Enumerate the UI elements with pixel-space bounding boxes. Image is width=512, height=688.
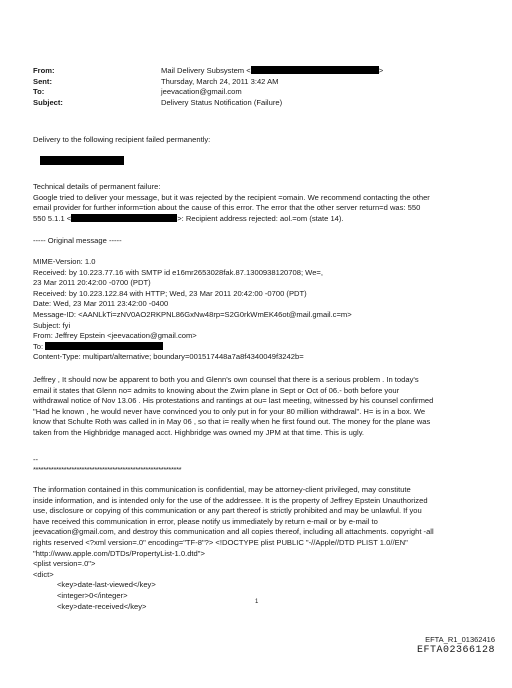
subject-label: Subject:	[33, 97, 63, 107]
redaction-box	[251, 66, 379, 74]
delivery-intro: Delivery to the following recipient failed permanently:	[33, 135, 211, 144]
page-number: 1	[255, 599, 259, 605]
signature-dashes: --	[33, 455, 39, 464]
header-to-row	[33, 87, 383, 98]
redacted-recipient	[40, 156, 124, 165]
header-sent-row	[33, 77, 383, 88]
technical-details: Technical details of permanent failure: Google tried to deliver your message, but it was rejected by the recipient =omain. We recommend contacting the other email provider for further inform=tion about the cause of this error. The error that the other server return=d was: 550 550 5.1.1 < >: Recipient address rejected: aol.=om (state 14).	[33, 182, 430, 223]
from-value: Mail Delivery Subsystem < >	[161, 66, 384, 75]
sent-label: Sent:	[33, 76, 52, 86]
from-label: From:	[33, 66, 55, 75]
confidentiality-notice: The information contained in this communication is confidential, may be attorney-client privileged, may constitute inside information, and is intended only for the use of the addressee. It is the property of Jeffrey Epstein Unauthorized use, disclosure or copying of this communication or any part thereof is strictly prohibited and may be unlawful. If you have received this communication in error, please notify us immediately by return e-mail or by e-mail to jeevacation@gmail.com, and destroy this communication and all copies thereof, including all attachments. copyright -all rights reserved <?xml version=.0" encoding="TF-8"?> <!DOCTYPE plist PUBLIC "-//Apple//DTD PLIST 1.0//EN" "http://www.apple.com/DTDs/PropertyList-1.0.dtd"> <plist version=.0"> <dict> <key>date-last-viewed</key> <integer>0</integer> <key>date-received</key>	[33, 485, 434, 611]
header-from-row	[33, 66, 383, 77]
redaction-box	[45, 342, 163, 350]
to-value: jeevacation@gmail.com	[161, 87, 242, 97]
to-label: To:	[33, 87, 45, 97]
email-header	[33, 66, 383, 108]
bates-number-small: EFTA_R1_01362416	[425, 635, 495, 644]
original-headers: MIME-Version: 1.0 Received: by 10.223.77.16 with SMTP id e16mr2653028fak.87.1300938120708; We=, 23 Mar 2011 20:42:00 -0700 (PDT) Received: by 10.223.122.84 with HTTP; Wed, 23 Mar 2011 20:42:00 -0700 (PDT) Date: Wed, 23 Mar 2011 23:42:00 -0400 Message-ID: <AANLkTi=zNV0AO2RKPNL86GxNw48rp=S2G0rkWmEK46ot@mail.gmail.c=m> Subject: fyi From: Jeffrey Epstein <jeevacation@gmail.com> To: Content-Type: multipart/alternative; boundary=001517448a7a8f4340049f3242b=	[33, 257, 352, 362]
header-subject-row	[33, 98, 383, 109]
bates-number-large: EFTA02366128	[416, 645, 495, 656]
redaction-box	[71, 214, 177, 222]
asterisk-divider: **********************************************************	[33, 465, 182, 474]
message-body: Jeffrey , It should now be apparent to both you and Glenn's own counsel that there is a serious problem . In today's email it states that Glenn no= admits to knowing about the Zwirn plane in Sept or Oct of 06.- both before your withdrawal notice of Nov 13.06 . His protestations and rantings at ou= last meeting, witnessed by his counsel confirmed "Had he known , he would never have convinced you to only put in for your 80 million withdrawal". H= is in a box. We know that Schulte Roth was called in in May 06 , so that i= really when he first found out. The money for the plane was taken from the Highbridge managed acct. Highbridge was owned my JPM at that time. This is ugly.	[33, 375, 434, 437]
subject-value: Delivery Status Notification (Failure)	[161, 97, 283, 107]
original-message-divider: ----- Original message -----	[33, 236, 122, 245]
sent-value: Thursday, March 24, 2011 3:42 AM	[161, 76, 279, 86]
